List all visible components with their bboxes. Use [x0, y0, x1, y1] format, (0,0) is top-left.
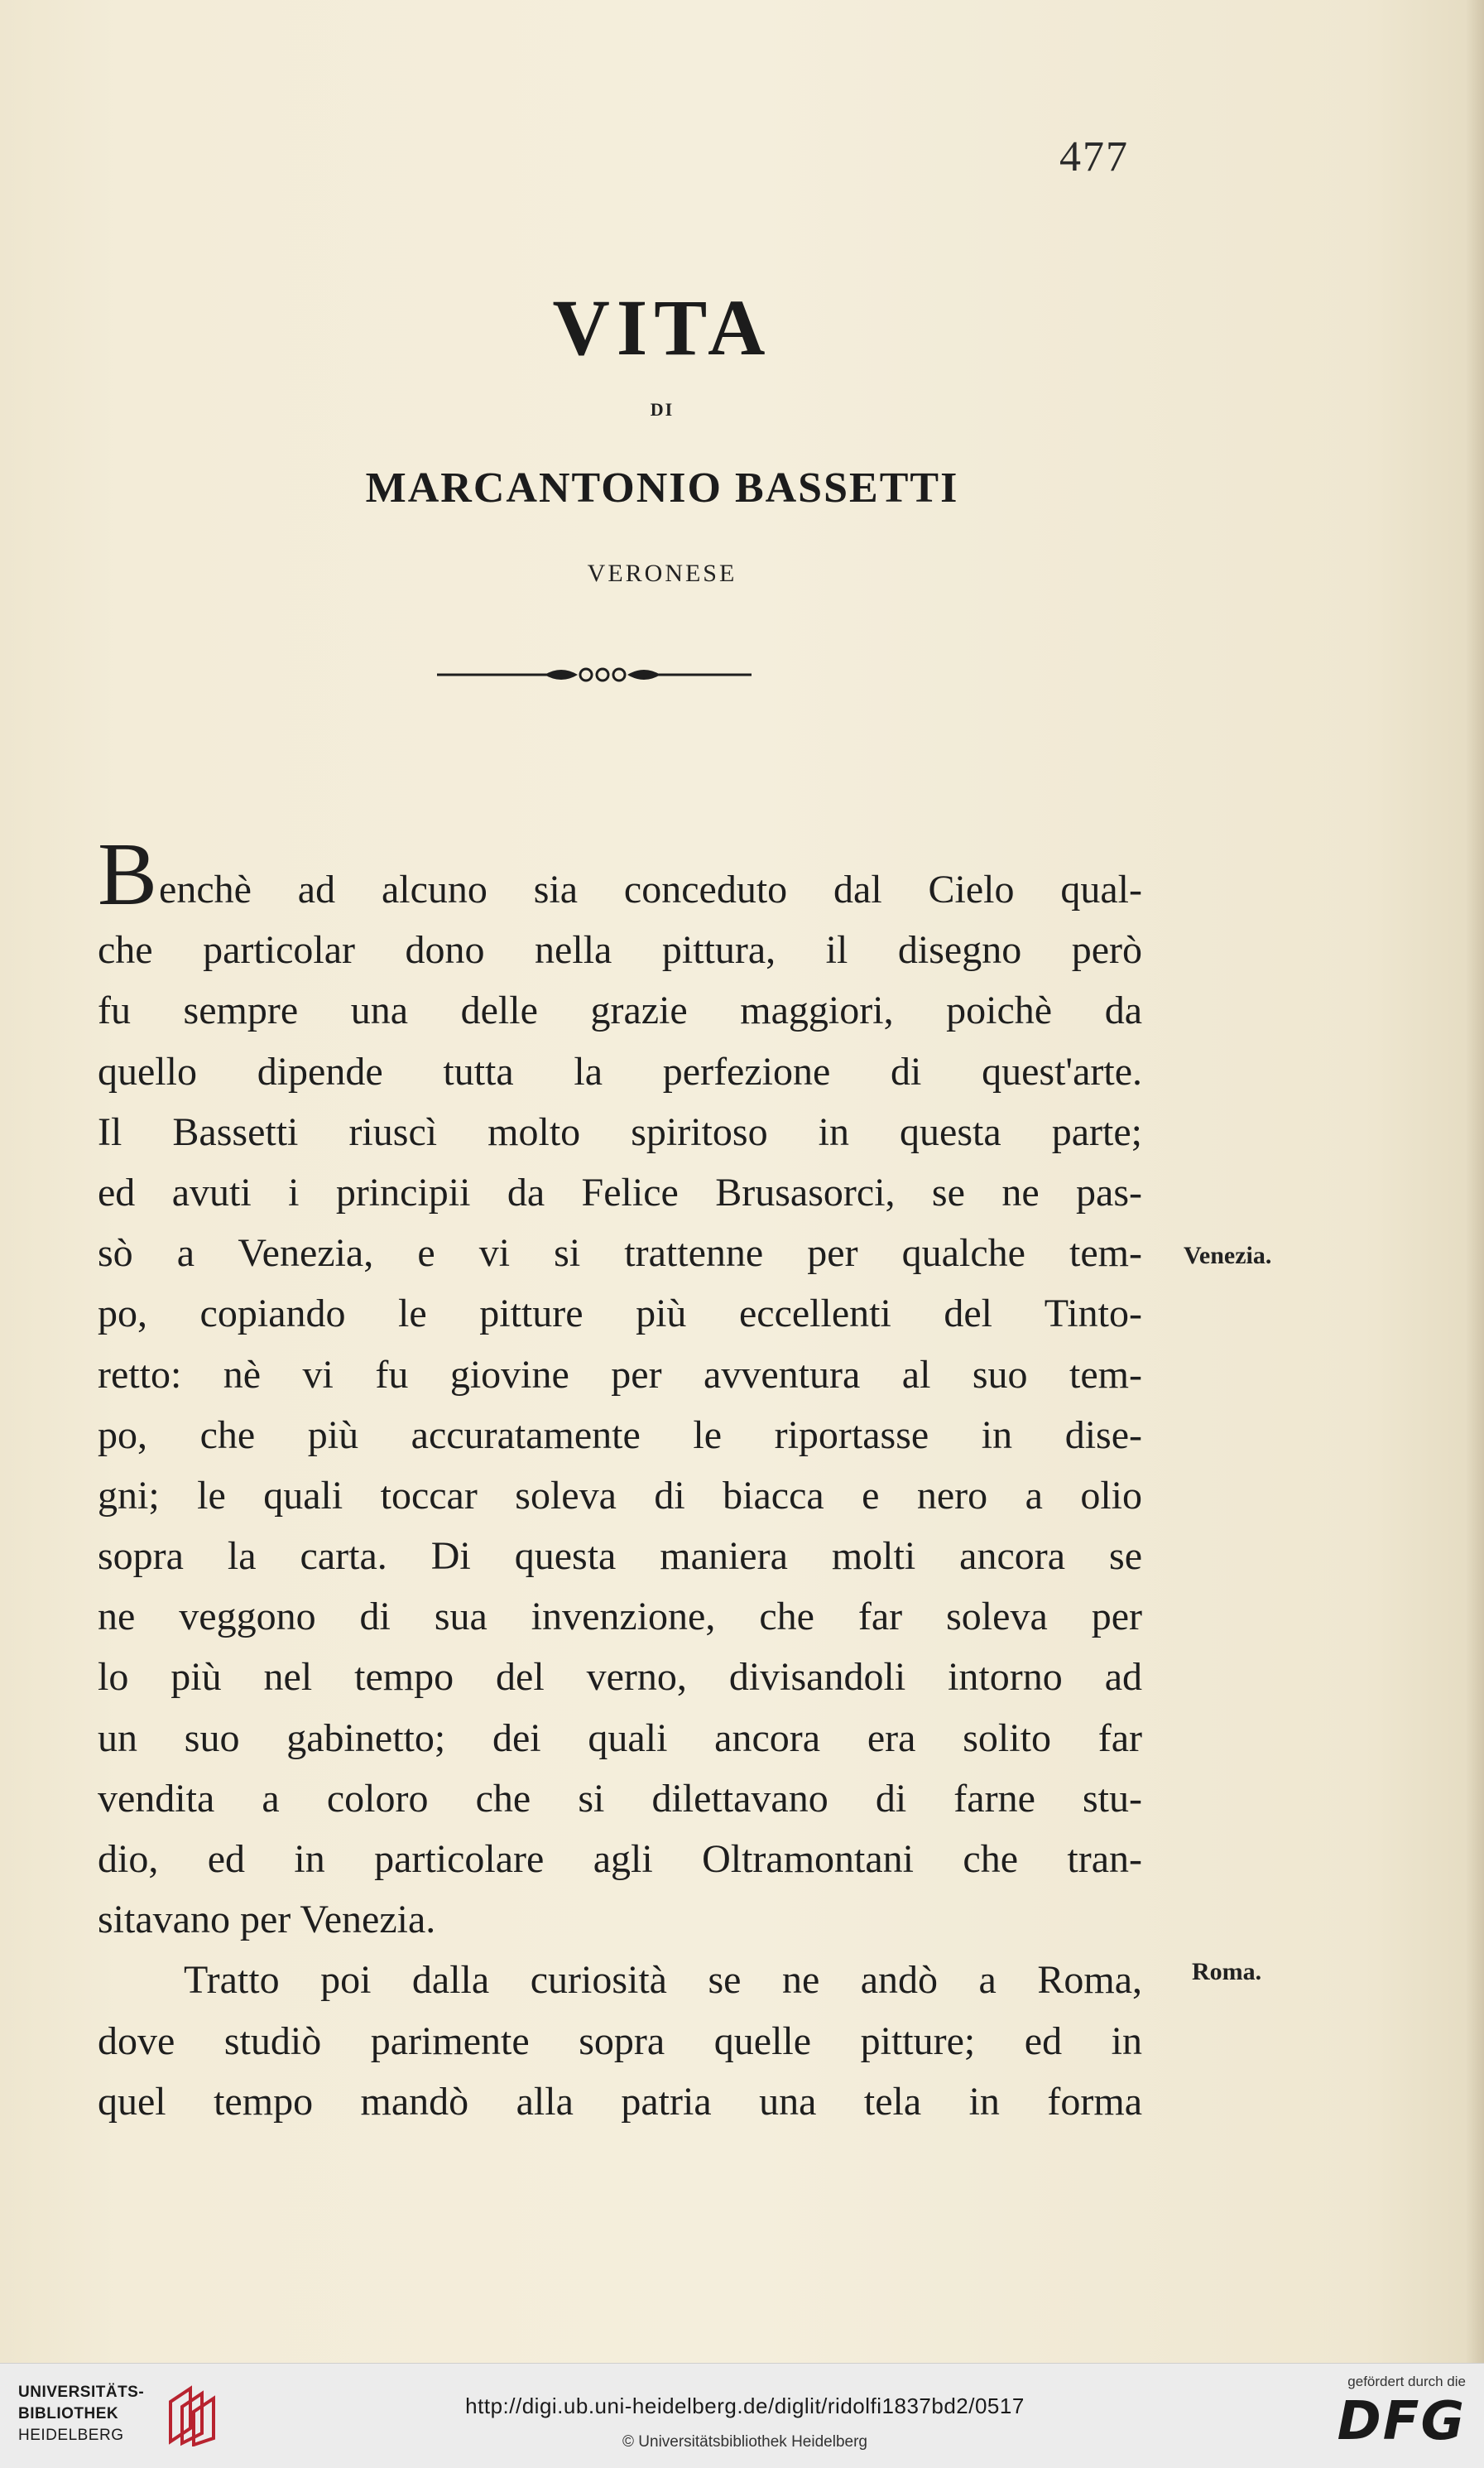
text-line: ne veggono di sua invenzione, che far soleva per [98, 1595, 1142, 1639]
text-line: sò a Venezia, e vi si trattenne per qualche tem- [98, 1231, 1142, 1276]
text-line: Tratto poi dalla curiosità se ne andò a Roma, [184, 1958, 1142, 2003]
text-line: Benchè ad alcuno sia conceduto dal Cielo qual- [98, 825, 1142, 924]
library-name-line3: HEIDELBERG [18, 2427, 124, 2444]
text-line: retto: nè vi fu giovine per avventura al suo tem- [98, 1352, 1142, 1397]
drop-cap: B [98, 825, 158, 924]
body-text [98, 825, 1142, 2132]
page-permalink[interactable]: http://digi.ub.uni-heidelberg.de/diglit/ridolfi1837bd2/0517 [465, 2393, 1025, 2418]
text-line: sopra la carta. Di questa maniera molti ancora se [98, 1534, 1142, 1579]
text-line: quel tempo mandò alla patria una tela in forma [98, 2079, 1142, 2124]
text-line: po, copiando le pitture più eccellenti del Tinto- [98, 1292, 1142, 1336]
text-line: sitavano per Venezia. [98, 1898, 436, 1942]
text-line: vendita a coloro che si dilettavano di farne stu- [98, 1776, 1142, 1821]
library-name-line1: UNIVERSITÄTS- [18, 2384, 145, 2401]
margin-note-venezia: Venezia. [1184, 1242, 1272, 1269]
page-number: 477 [1059, 133, 1129, 180]
text-line: un suo gabinetto; dei quali ancora era solito far [98, 1715, 1142, 1760]
text-line: po, che più accuratamente le riportasse in dise- [98, 1412, 1142, 1457]
text-line: gni; le quali toccar soleva di biacca e nero a olio [98, 1473, 1142, 1518]
title-connector: DI [650, 399, 675, 420]
text-line: dove studiò parimente sopra quelle pitture; ed in [98, 2018, 1142, 2063]
subject-origin: VERONESE [587, 560, 737, 587]
dfg-logo: DFG [1337, 2391, 1466, 2452]
text-line: Il Bassetti riuscì molto spiritoso in questa parte; [98, 1109, 1142, 1154]
subject-name: MARCANTONIO BASSETTI [365, 464, 959, 512]
library-name-line2: BIBLIOTHEK [18, 2405, 119, 2422]
ornament-divider-icon [437, 658, 752, 691]
text-line: che particolar dono nella pittura, il disegno però [98, 928, 1142, 973]
library-mark-icon [166, 2384, 223, 2446]
text-line: fu sempre una delle grazie maggiori, poichè da [98, 989, 1142, 1033]
viewer-footer [0, 2363, 1484, 2468]
text-line: lo più nel tempo del verno, divisandoli intorno ad [98, 1655, 1142, 1700]
funding-logo[interactable] [1300, 2374, 1466, 2461]
text-line: ed avuti i principii da Felice Brusasorci, se ne pas- [98, 1170, 1142, 1215]
text-line: dio, ed in particolare agli Oltramontani che tran- [98, 1837, 1142, 1881]
margin-note-roma: Roma. [1192, 1958, 1262, 1985]
page-edge-shadow [1466, 0, 1484, 2363]
chapter-title: VITA [552, 283, 772, 372]
funding-caption: gefördert durch die [1347, 2374, 1466, 2389]
text-line: quello dipende tutta la perfezione di quest'arte. [98, 1049, 1142, 1094]
copyright-notice: © Universitätsbibliothek Heidelberg [622, 2433, 867, 2451]
library-logo[interactable] [18, 2384, 217, 2450]
